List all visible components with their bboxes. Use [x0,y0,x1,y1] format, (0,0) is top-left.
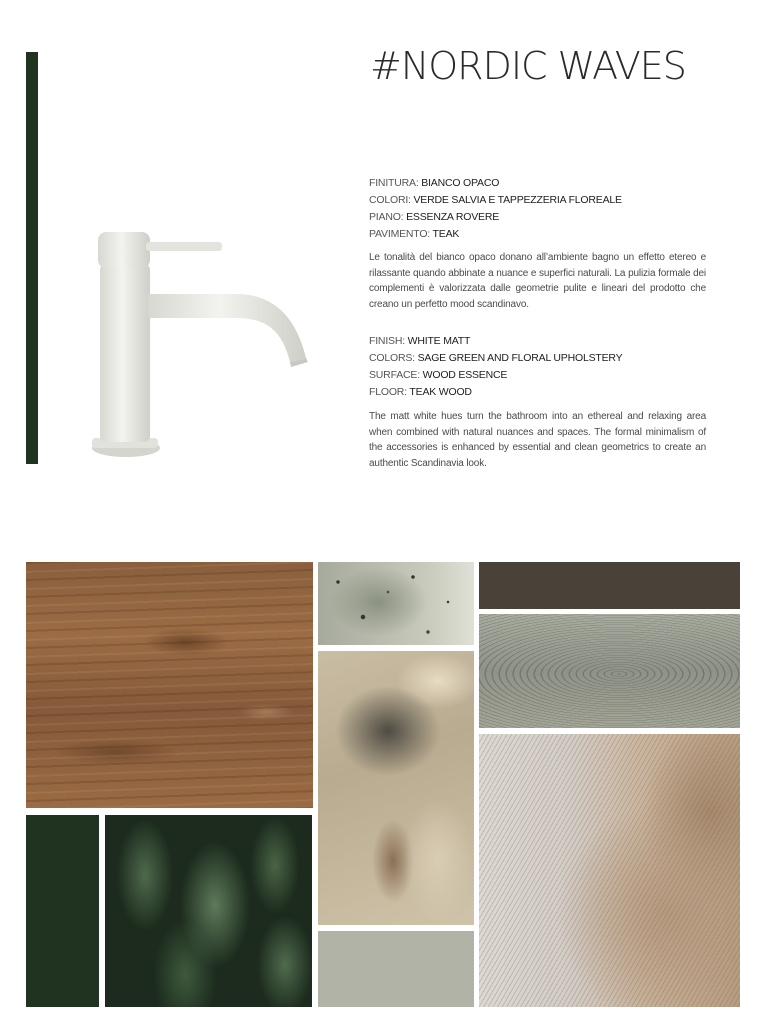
italian-specs [369,175,709,243]
leaves-photo [105,815,312,1007]
sage-color-swatch [318,931,474,1007]
wood-texture [26,562,313,808]
green-accent-bar [26,52,38,464]
italian-description: Le tonalità del bianco opaco donano all’ambiente bagno un effetto etereo e rilassante quando abbinate a nuance e superfici naturali. La pulizia formale dei complementi è valorizzata dalle geometrie pulite e lineari del prodotto che creano un perfetto mood scandinavo. [369,252,706,310]
yarn-skein-photo [479,734,740,1007]
spec-floor-it: PAVIMENTO: TEAK [369,228,460,240]
spec-finish-it: FINITURA: BIANCO OPACO [369,177,500,189]
english-description: The matt white hues turn the bathroom into an ethereal and relaxing area when combined with natural nuances and spaces. The formal minimalism of the accessories is enhanced by essential and clean geometrics to create an authentic Scandinavia look. [369,411,706,469]
page-title: #NORDIC WAVES [370,44,686,88]
spec-surface-it: PIANO: ESSENZA ROVERE [369,211,500,223]
spec-surface-en: SURFACE: WOOD ESSENCE [369,369,508,381]
english-specs [369,333,709,401]
spec-colors-it: COLORI: VERDE SALVIA E TAPPEZZERIA FLOREALE [369,194,622,206]
faucet-image [86,222,316,462]
speckled-ceramic-texture [318,562,474,645]
brown-color-swatch [479,562,740,609]
driftwood-texture [479,614,740,728]
spec-finish-en: FINISH: WHITE MATT [369,335,471,347]
spec-floor-en: FLOOR: TEAK WOOD [369,386,472,398]
spec-colors-en: COLORS: SAGE GREEN AND FLORAL UPHOLSTERY [369,352,623,364]
stone-texture [318,651,474,925]
green-color-swatch [26,815,99,1007]
